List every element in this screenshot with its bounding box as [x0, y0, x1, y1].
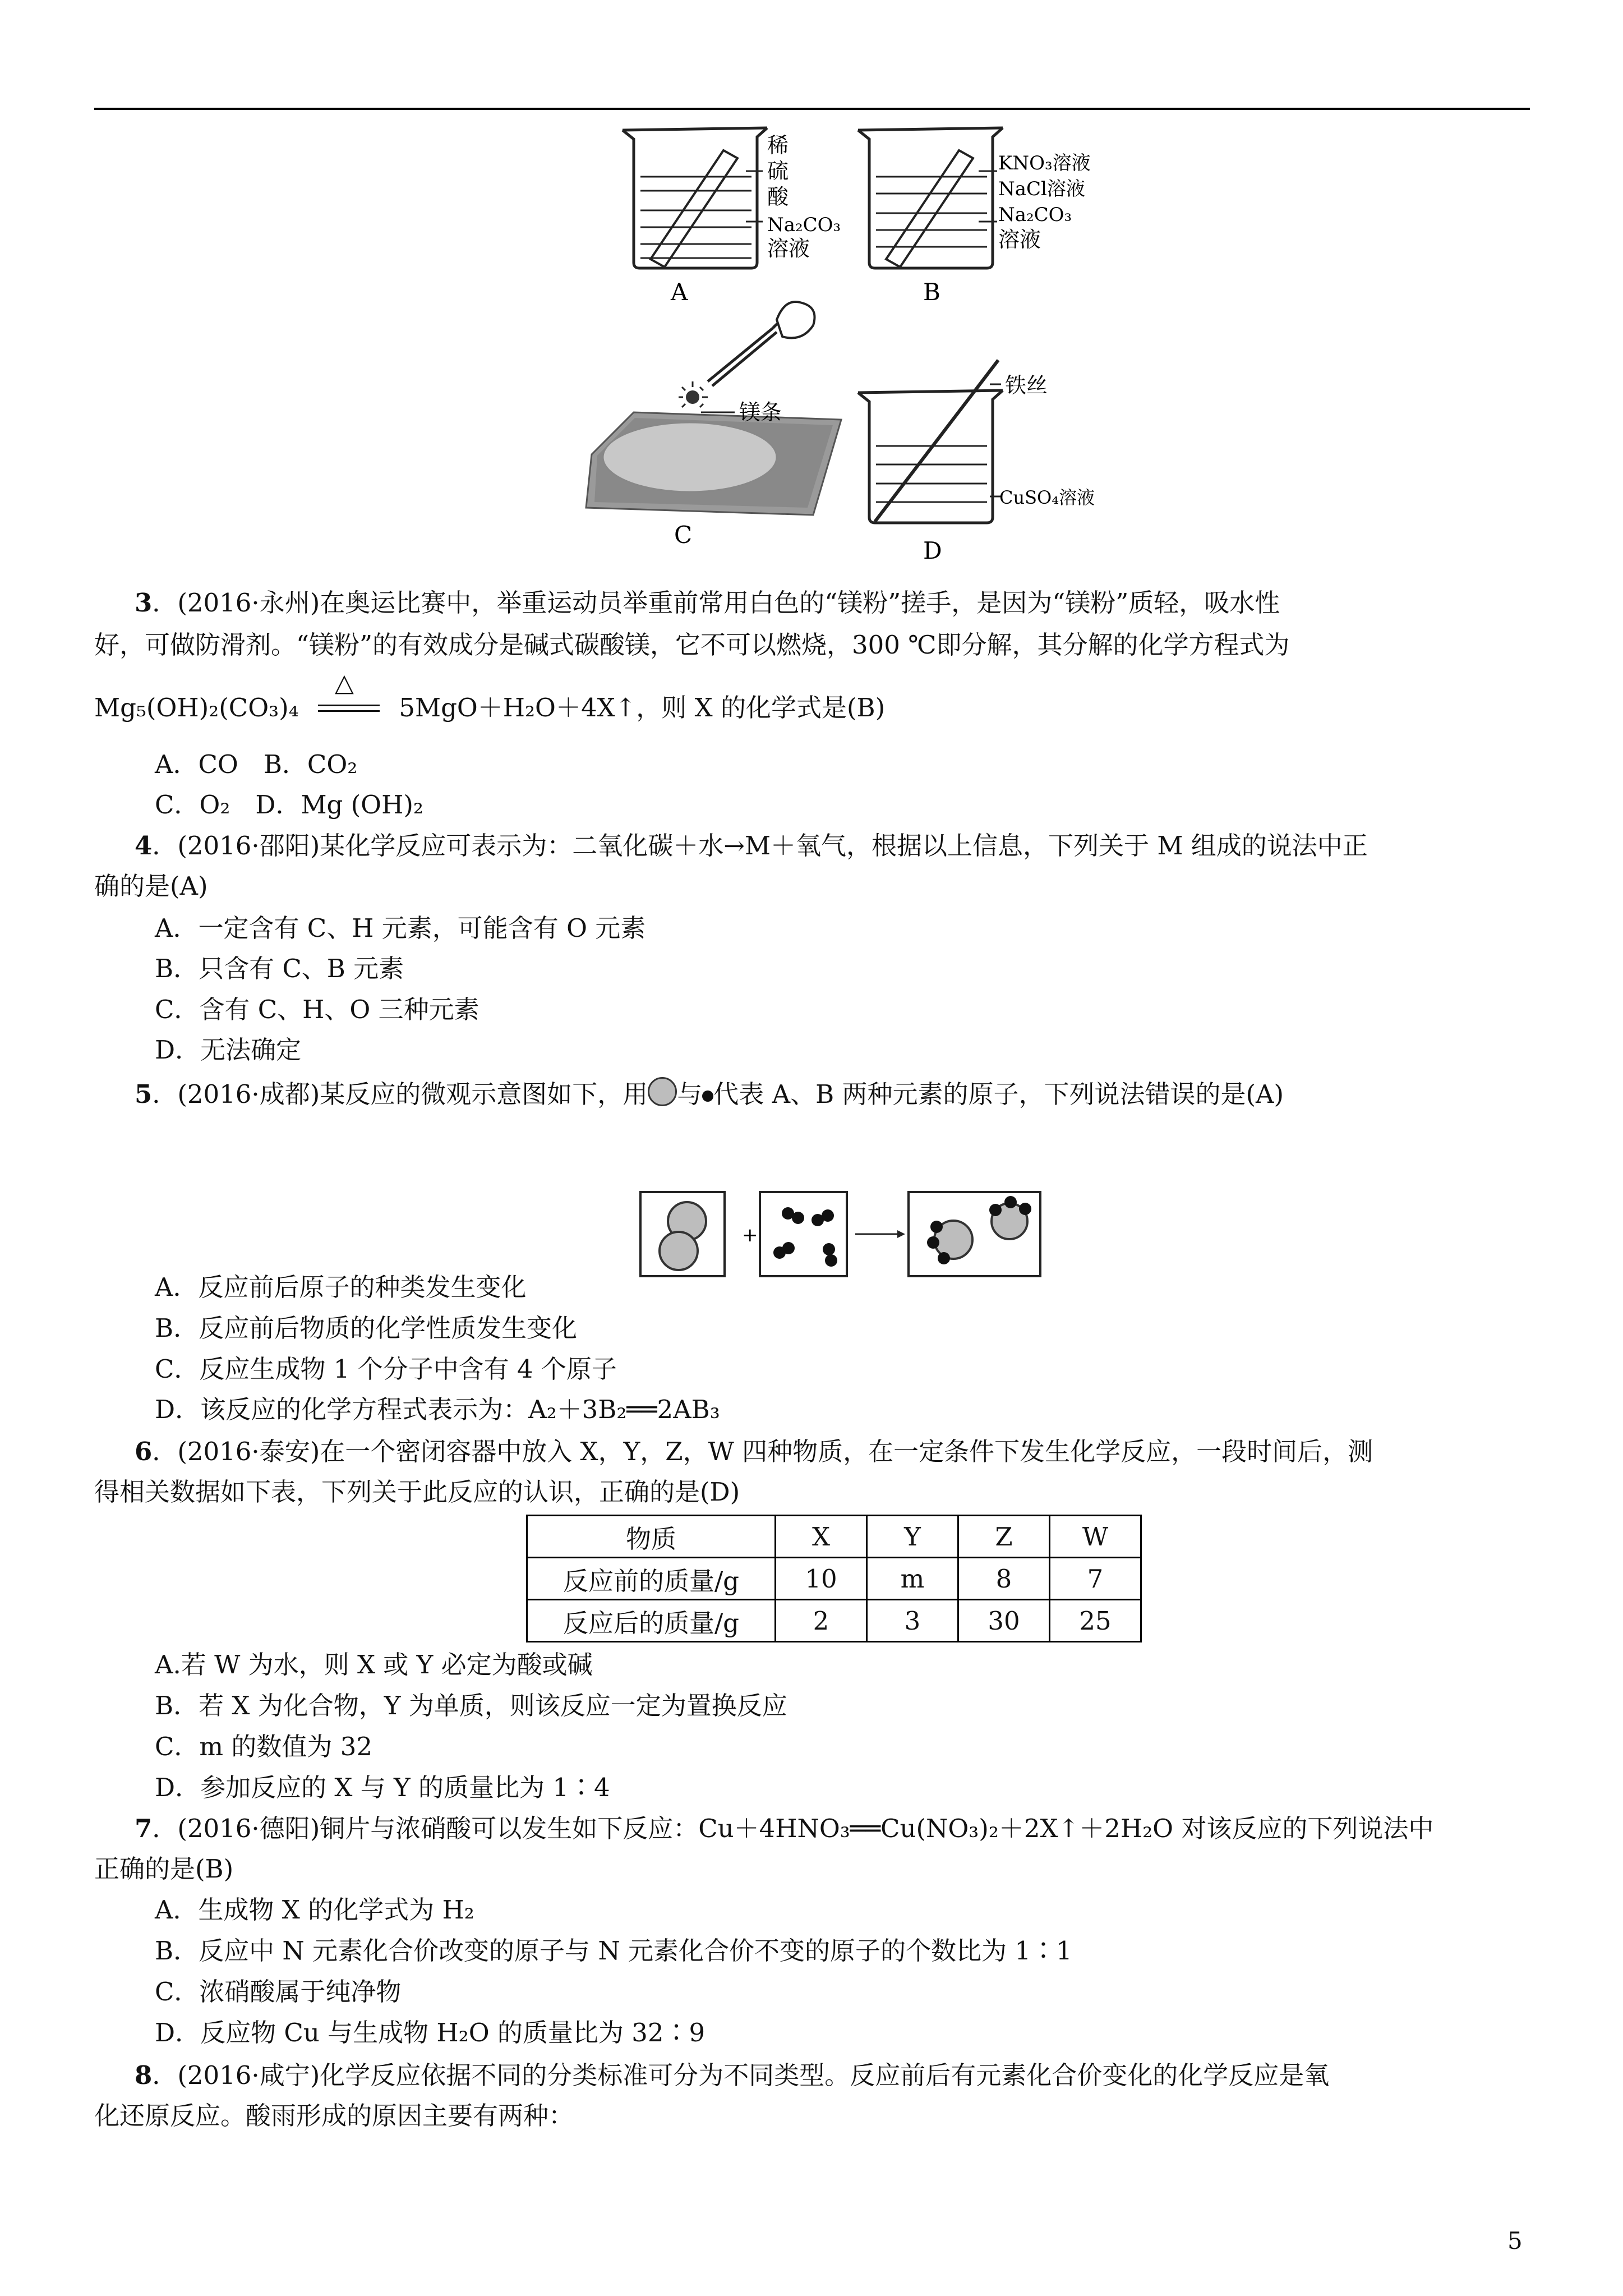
q6-option-b: B．若 X 为化合物，Y 为单质，则该反应一定为置换反应 [155, 1691, 787, 1720]
q7-line-2: 正确的是(B) [94, 1854, 234, 1884]
table-cell: m [867, 1558, 958, 1600]
fig-c-label: C [674, 521, 693, 549]
table-cell: 7 [1050, 1558, 1141, 1600]
fig-d-callout-1: 铁丝 [1005, 373, 1048, 398]
table-cell: 反应后的质量/g [527, 1600, 776, 1642]
table-cell: 2 [776, 1600, 867, 1642]
q4-line-1: 4．(2016·邵阳)某化学反应可表示为：二氧化碳＋水→M＋氧气，根据以上信息，下列关于 M 组成的说法中正 [135, 831, 1368, 861]
q4-option-b: B．只含有 C、B 元素 [155, 954, 404, 983]
q3-options-cd: C．O₂ D．Mg (OH)₂ [155, 790, 423, 820]
q4-line-2: 确的是(A) [94, 871, 208, 901]
fig-b-callout-2: NaCl溶液 [998, 178, 1085, 200]
table-row [527, 1558, 1141, 1600]
q3-eq-bar-2 [318, 710, 380, 712]
mass-data-table [526, 1515, 1142, 1642]
experiment-figures [0, 0, 1623, 567]
q4-option-d: D．无法确定 [155, 1035, 302, 1065]
q8-line-2: 化还原反应。酸雨形成的原因主要有两种： [94, 2101, 574, 2131]
table-cell: 8 [958, 1558, 1050, 1600]
fig-a-callout-2: 硫 [767, 159, 789, 183]
table-header-cell: Z [958, 1516, 1050, 1558]
fig-b-callout-1: KNO₃溶液 [998, 152, 1091, 174]
fig-d-callout-2: CuSO₄溶液 [999, 487, 1095, 508]
q6-line-2: 得相关数据如下表，下列关于此反应的认识，正确的是(D) [94, 1477, 740, 1507]
table-header-cell: 物质 [527, 1516, 776, 1558]
beaker-d [858, 360, 1003, 523]
q4-option-c: C．含有 C、H、O 三种元素 [155, 995, 479, 1024]
q7-option-d: D．反应物 Cu 与生成物 H₂O 的质量比为 32∶9 [155, 2018, 706, 2047]
q4-option-a: A．一定含有 C、H 元素，可能含有 O 元素 [155, 913, 646, 943]
q3-eq-arrow [307, 669, 391, 725]
q3-line-2: 好，可做防滑剂。“镁粉”的有效成分是碱式碳酸镁，它不可以燃烧，300 ℃即分解，其分解的化学方程式为 [94, 630, 1290, 660]
q6-line-1: 6．(2016·泰安)在一个密闭容器中放入 X，Y，Z，W 四种物质，在一定条件下发生化学反应，一段时间后，测 [135, 1437, 1373, 1466]
beaker-a-leaders [746, 171, 763, 222]
fig-b-callout-4: 溶液 [998, 227, 1041, 252]
q3-options-ab: A．CO B．CO₂ [155, 749, 358, 779]
q6-option-a: A.若 W 为水，则 X 或 Y 必定为酸或碱 [155, 1650, 593, 1680]
table-row [527, 1600, 1141, 1642]
magnesium-burning [586, 302, 841, 515]
fig-d-label: D [923, 537, 942, 564]
q5-option-b: B．反应前后物质的化学性质发生变化 [155, 1313, 578, 1343]
q8-line-1: 8．(2016·咸宁)化学反应依据不同的分类标准可分为不同类型。反应前后有元素化合价变化的化学反应是氧 [135, 2060, 1330, 2090]
plus-sign: + [742, 1224, 758, 1246]
q6-option-c: C．m 的数值为 32 [155, 1732, 372, 1761]
fig-a-callout-1: 稀 [767, 133, 789, 158]
q5-option-d: D．该反应的化学方程式表示为：A₂＋3B₂══2AB₃ [155, 1395, 720, 1424]
fig-a-label: A [671, 278, 688, 306]
table-row [527, 1516, 1141, 1558]
q3-equation [94, 669, 1623, 725]
fig-a-callout-4: Na₂CO₃ [767, 214, 841, 236]
table-cell: 3 [867, 1600, 958, 1642]
atom-b-icon [702, 1091, 713, 1102]
q3-line-1: 3．(2016·永州)在奥运比赛中，举重运动员举重前常用白色的“镁粉”搓手，是因为“镁粉”质轻，吸水性 [135, 588, 1280, 618]
beaker-b [858, 128, 1003, 268]
q3-eq-right: 5MgO＋H₂O＋4X↑，则 X 的化学式是(B) [399, 693, 886, 723]
fig-b-label: B [923, 278, 940, 306]
q7-option-b: B．反应中 N 元素化合价改变的原子与 N 元素化合价不变的原子的个数比为 1∶1 [155, 1936, 1072, 1966]
table-cell: 反应前的质量/g [527, 1558, 776, 1600]
q7-option-a: A．生成物 X 的化学式为 H₂ [155, 1895, 474, 1925]
q7-option-c: C．浓硝酸属于纯净物 [155, 1977, 402, 2007]
fig-c-callout: 镁条 [739, 400, 782, 425]
q3-eq-left: Mg₅(OH)₂(CO₃)₄ [94, 693, 299, 723]
table-header-cell: Y [867, 1516, 958, 1558]
fig-a-callout-5: 溶液 [767, 236, 810, 261]
q6-option-d: D．参加反应的 X 与 Y 的质量比为 1∶4 [155, 1773, 610, 1802]
page-number: 5 [1507, 2227, 1523, 2254]
table-cell: 25 [1050, 1600, 1141, 1642]
q7-line-1: 7．(2016·德阳)铜片与浓硝酸可以发生如下反应：Cu＋4HNO₃══Cu(NO₃)₂＋2X↑＋2H₂O 对该反应的下列说法中 [135, 1814, 1434, 1843]
q5-line-1: 5．(2016·成都)某反应的微观示意图如下，用 与 代表 A、B 两种元素的原子，下列说法错误的是(A) [135, 1077, 1623, 1111]
table-cell: 30 [958, 1600, 1050, 1642]
q3-eq-bar [318, 705, 380, 706]
fig-a-callout-3: 酸 [767, 185, 789, 209]
table-header-cell: W [1050, 1516, 1141, 1558]
q3-eq-condition: △ [335, 669, 354, 697]
q5-option-c: C．反应生成物 1 个分子中含有 4 个原子 [155, 1354, 617, 1384]
beaker-a [623, 128, 767, 268]
fig-b-callout-3: Na₂CO₃ [998, 204, 1072, 226]
table-header-cell: X [776, 1516, 867, 1558]
atom-a-icon [648, 1077, 677, 1106]
q5-option-a: A．反应前后原子的种类发生变化 [155, 1272, 527, 1302]
table-cell: 10 [776, 1558, 867, 1600]
